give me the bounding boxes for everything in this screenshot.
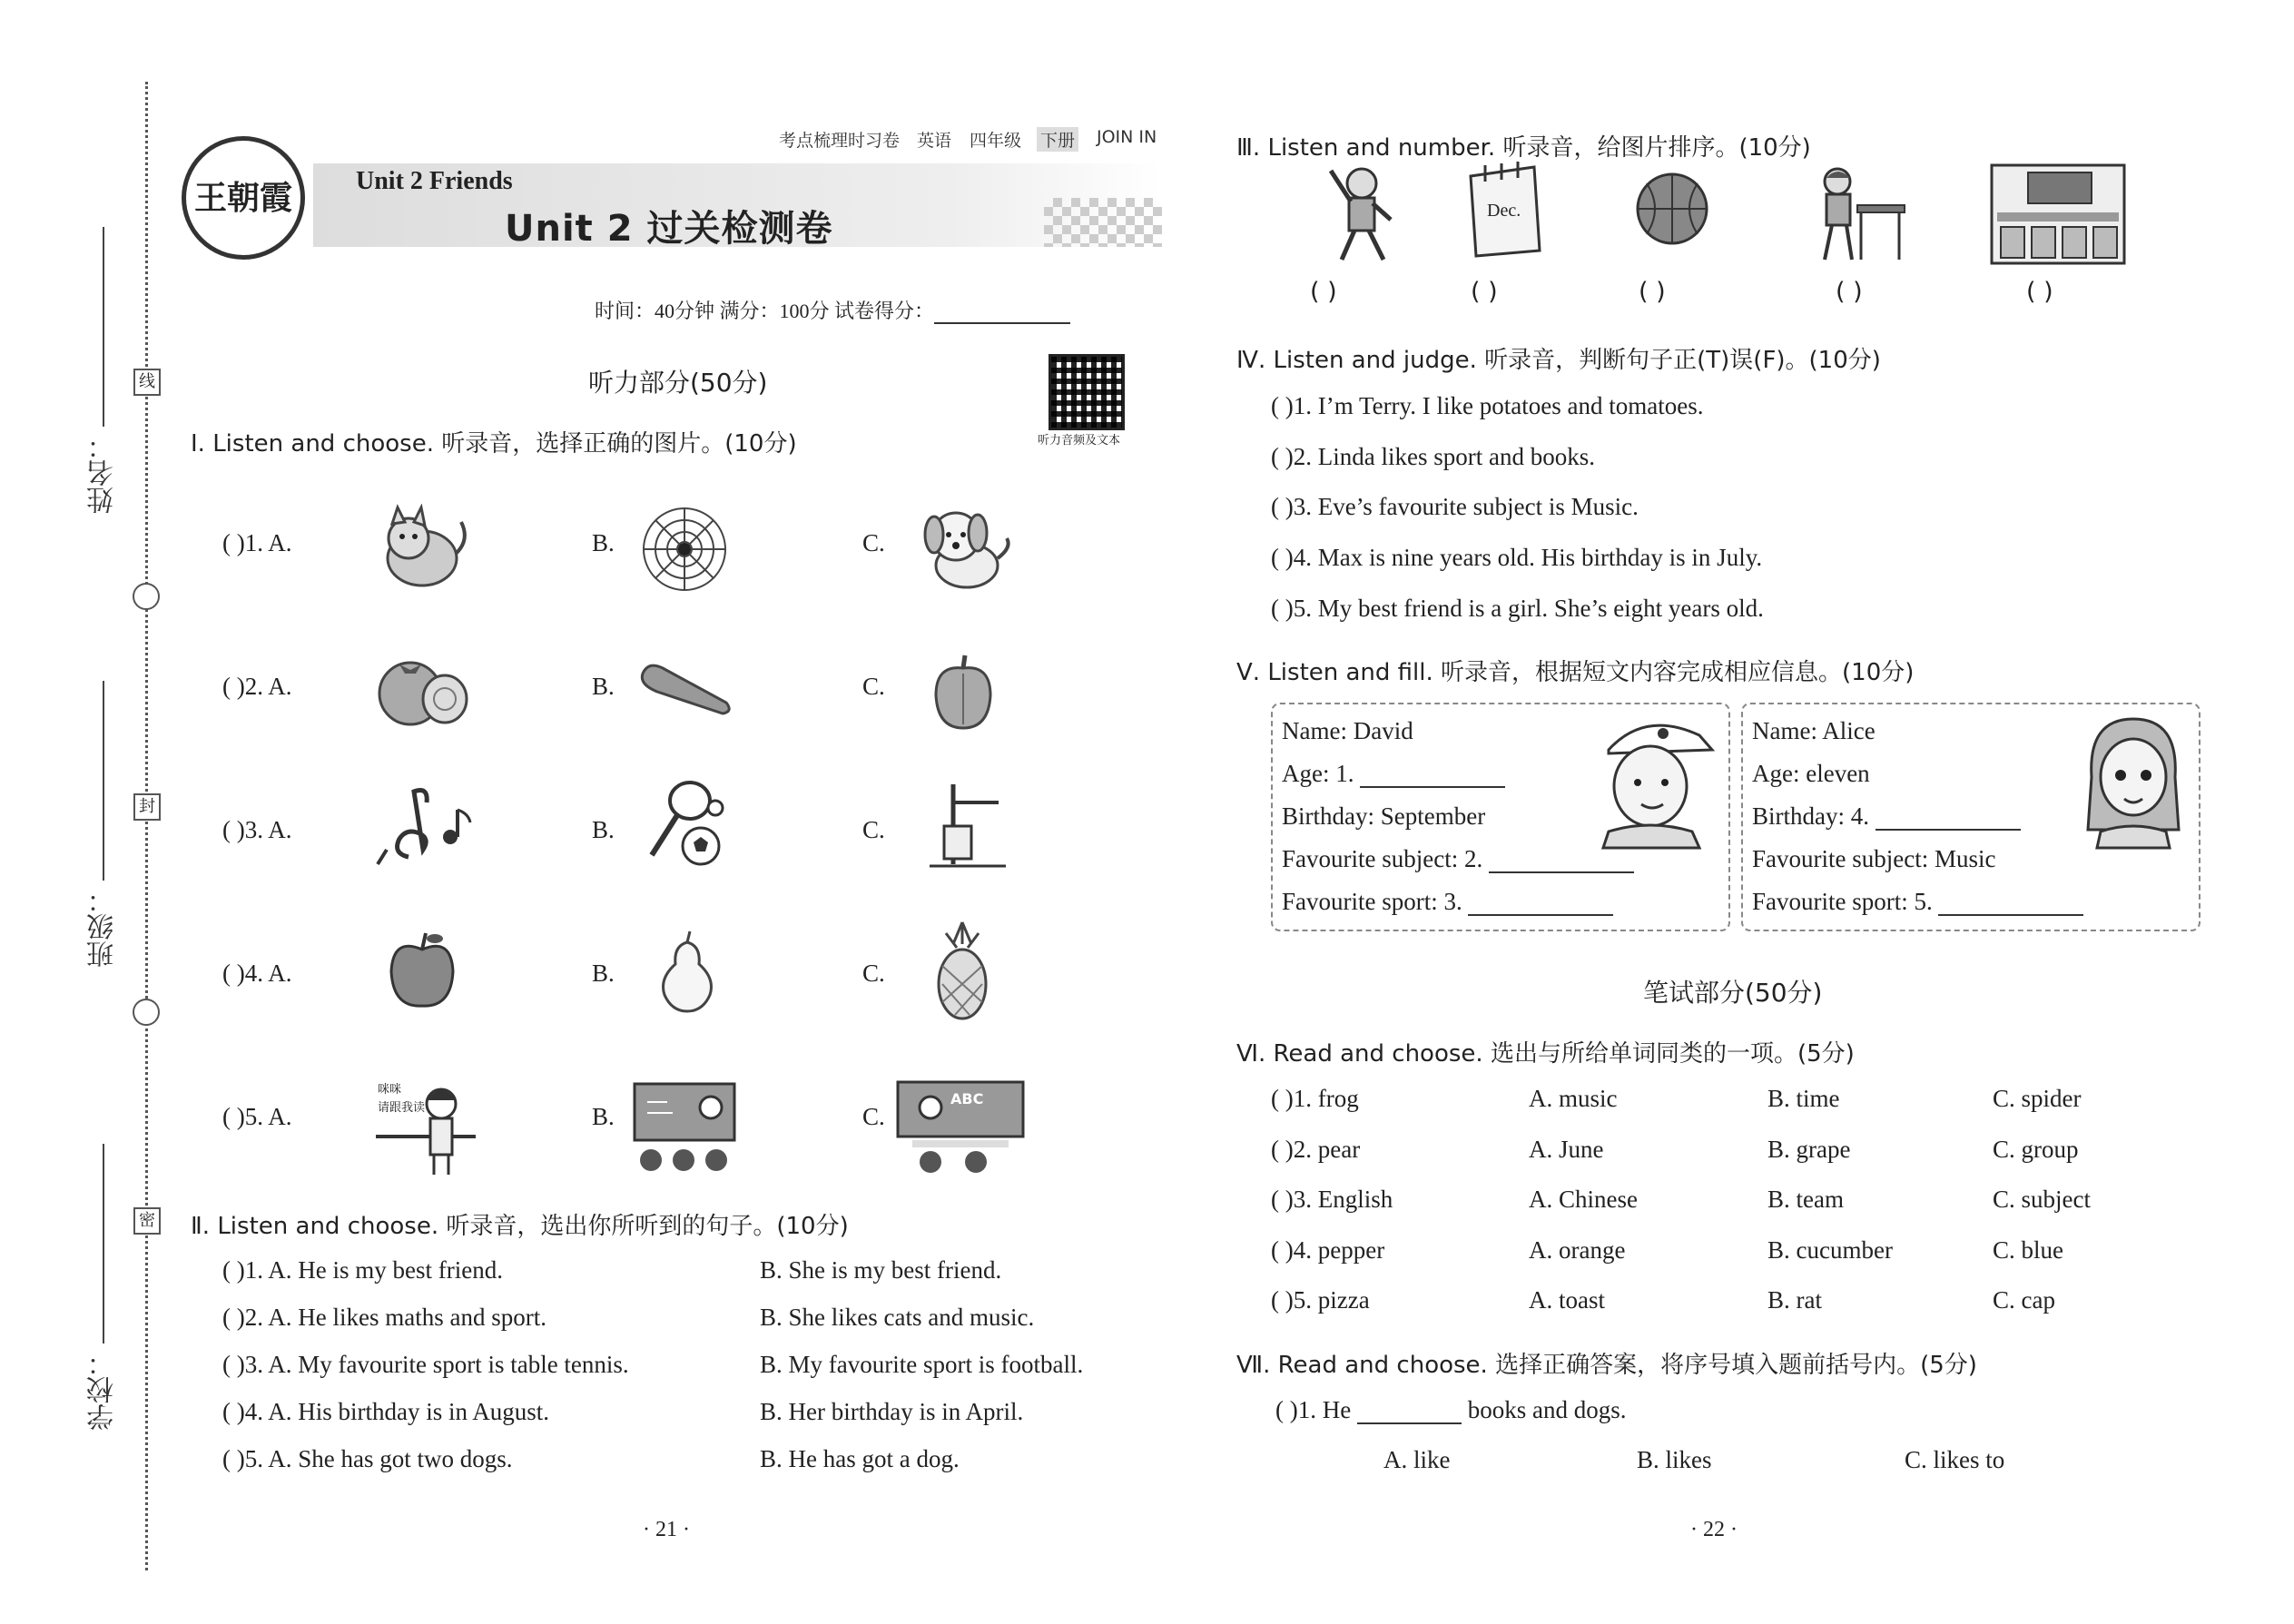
calendar-text: Dec. bbox=[1487, 201, 1521, 221]
s6-q3[interactable]: ( )3. English bbox=[1271, 1186, 1393, 1213]
s2-q1-b[interactable]: B. She is my best friend. bbox=[760, 1256, 1002, 1284]
s1-q5: ( )5. A. bbox=[222, 1103, 292, 1130]
boy-at-desk-picture[interactable] bbox=[1807, 165, 1906, 263]
david-age-label: Age: 1. bbox=[1282, 760, 1354, 787]
s6-q1-b[interactable]: B. time bbox=[1767, 1085, 1840, 1112]
name-line[interactable] bbox=[103, 227, 104, 427]
s7-q1-post: books and dogs. bbox=[1467, 1396, 1627, 1423]
s1-q2-c-label: C. bbox=[862, 673, 885, 700]
school-line[interactable] bbox=[103, 1144, 104, 1343]
exam-info bbox=[595, 296, 1070, 324]
abc-class-picture[interactable] bbox=[894, 1078, 1026, 1176]
music-notes-icon[interactable] bbox=[374, 782, 476, 866]
teacher-greeting-picture[interactable] bbox=[374, 1080, 478, 1176]
page-number-left: · 21 · bbox=[643, 1518, 690, 1541]
class-field bbox=[84, 681, 119, 968]
section-5-title: Ⅴ. Listen and fill. 听录音，根据短文内容完成相应信息。(10分) bbox=[1236, 659, 1915, 686]
s6-q2-a[interactable]: A. June bbox=[1529, 1136, 1604, 1163]
s2-q2-a[interactable]: ( )2. A. He likes maths and sport. bbox=[222, 1304, 546, 1331]
section-3-title: Ⅲ. Listen and number. 听录音，给图片排序。(10分) bbox=[1236, 134, 1811, 162]
s6-q2-b[interactable]: B. grape bbox=[1767, 1136, 1851, 1163]
binding-strip bbox=[0, 82, 182, 1570]
s6-q2[interactable]: ( )2. pear bbox=[1271, 1136, 1361, 1163]
basketball-picture[interactable] bbox=[1634, 171, 1710, 247]
subject-label: 英语 bbox=[917, 131, 952, 151]
class-line[interactable] bbox=[103, 681, 104, 881]
s6-q5-b[interactable]: B. rat bbox=[1767, 1286, 1822, 1314]
header-checker-pattern bbox=[1044, 198, 1162, 247]
s4-q5[interactable]: ( )5. My best friend is a girl. She’s eight years old. bbox=[1271, 595, 1764, 622]
s2-q4-a[interactable]: ( )4. A. His birthday is in August. bbox=[222, 1398, 550, 1425]
s2-q3-b[interactable]: B. My favourite sport is football. bbox=[760, 1351, 1084, 1378]
cat-icon[interactable] bbox=[372, 504, 472, 595]
s6-q1[interactable]: ( )1. frog bbox=[1271, 1085, 1359, 1112]
s1-q3-c-label: C. bbox=[862, 816, 885, 843]
david-age-blank[interactable] bbox=[1360, 763, 1505, 788]
tomato-icon[interactable] bbox=[372, 652, 472, 729]
edition-label: JOIN IN bbox=[1097, 127, 1157, 147]
s1-q5-b-label: B. bbox=[592, 1103, 615, 1130]
s6-q5[interactable]: ( )5. pizza bbox=[1271, 1286, 1370, 1314]
s6-q4[interactable]: ( )4. pepper bbox=[1271, 1236, 1385, 1264]
s6-q5-a[interactable]: A. toast bbox=[1529, 1286, 1605, 1314]
s6-q1-a[interactable]: A. music bbox=[1529, 1085, 1618, 1112]
listening-part-title: 听力部分(50分) bbox=[588, 368, 768, 398]
qr-code[interactable] bbox=[1049, 354, 1125, 430]
s2-q1-a[interactable]: ( )1. A. He is my best friend. bbox=[222, 1256, 503, 1284]
s3-bracket-1[interactable]: ( ) bbox=[1310, 278, 1337, 306]
boy-exercising-picture[interactable] bbox=[1314, 165, 1405, 263]
alice-birthday bbox=[1752, 802, 2021, 831]
s7-q1-pre: ( )1. He bbox=[1275, 1396, 1352, 1423]
alice-sport-label: Favourite sport: 5. bbox=[1752, 888, 1933, 915]
david-birthday: Birthday: September bbox=[1282, 802, 1486, 830]
apple-icon[interactable] bbox=[386, 930, 458, 1011]
s1-q4-b-label: B. bbox=[592, 960, 615, 987]
alice-name: Name: Alice bbox=[1752, 717, 1876, 744]
exam-info-text: 时间：40分钟 满分：100分 试卷得分： bbox=[595, 300, 935, 322]
david-info-card bbox=[1271, 703, 1730, 931]
binding-mark-seal: 封 bbox=[133, 793, 161, 821]
greeting-word-1: 咪咪 bbox=[378, 1083, 402, 1097]
s6-q3-b[interactable]: B. team bbox=[1767, 1186, 1844, 1213]
s2-q3-a[interactable]: ( )3. A. My favourite sport is table tennis. bbox=[222, 1351, 629, 1378]
s1-q1-b-label: B. bbox=[592, 529, 615, 556]
binding-hole-2 bbox=[133, 999, 160, 1026]
s1-q3-b-label: B. bbox=[592, 816, 615, 843]
s4-q4[interactable]: ( )4. Max is nine years old. His birthday is in July. bbox=[1271, 544, 1763, 571]
binding-mark-line: 线 bbox=[133, 369, 161, 396]
cucumber-icon[interactable] bbox=[635, 655, 735, 719]
section-6-title: Ⅵ. Read and choose. 选出与所给单词同类的一项。(5分) bbox=[1236, 1040, 1855, 1068]
david-sport-blank[interactable] bbox=[1468, 891, 1613, 916]
dog-icon[interactable] bbox=[912, 502, 1017, 597]
s6-q2-c[interactable]: C. group bbox=[1993, 1136, 2079, 1163]
david-portrait bbox=[1590, 714, 1718, 850]
classroom-picture[interactable] bbox=[1990, 163, 2126, 265]
s1-q4-c-label: C. bbox=[862, 960, 885, 987]
s1-q2: ( )2. A. bbox=[222, 673, 292, 700]
section-4-title: Ⅳ. Listen and judge. 听录音，判断句子正(T)误(F)。(10分) bbox=[1236, 347, 1881, 374]
s1-q2-b-label: B. bbox=[592, 673, 615, 700]
page-title: Unit 2 过关检测卷 bbox=[505, 208, 833, 250]
unit-subtitle: Unit 2 Friends bbox=[356, 167, 513, 195]
pepper-icon[interactable] bbox=[930, 652, 996, 732]
binding-hole-1 bbox=[133, 583, 160, 610]
section-2-title: Ⅱ. Listen and choose. 听录音，选出你所听到的句子。(10分) bbox=[191, 1213, 849, 1240]
writing-part-title: 笔试部分(50分) bbox=[1643, 978, 1823, 1008]
s3-bracket-4[interactable]: ( ) bbox=[1836, 278, 1863, 306]
david-sport-label: Favourite sport: 3. bbox=[1282, 888, 1462, 915]
s3-bracket-2[interactable]: ( ) bbox=[1471, 278, 1498, 306]
s1-q1: ( )1. A. bbox=[222, 529, 292, 556]
brand-logo bbox=[182, 136, 305, 260]
name-field bbox=[84, 227, 119, 514]
alice-birthday-blank[interactable] bbox=[1876, 805, 2021, 831]
pear-icon[interactable] bbox=[655, 930, 719, 1013]
s4-q2[interactable]: ( )2. Linda likes sport and books. bbox=[1271, 443, 1595, 470]
s2-q2-b[interactable]: B. She likes cats and music. bbox=[760, 1304, 1035, 1331]
david-age bbox=[1282, 760, 1505, 788]
s6-q3-a[interactable]: A. Chinese bbox=[1529, 1186, 1638, 1213]
david-subject-label: Favourite subject: 2. bbox=[1282, 845, 1483, 872]
s4-q3[interactable]: ( )3. Eve’s favourite subject is Music. bbox=[1271, 493, 1639, 520]
s4-q1[interactable]: ( )1. I’m Terry. I like potatoes and tomatoes. bbox=[1271, 392, 1704, 419]
david-subject bbox=[1282, 845, 1634, 873]
alice-portrait bbox=[2079, 714, 2188, 850]
alice-subject: Favourite subject: Music bbox=[1752, 845, 1996, 872]
s1-q1-c-label: C. bbox=[862, 529, 885, 556]
school-label: 学校： bbox=[87, 1349, 119, 1431]
alice-info-card bbox=[1741, 703, 2200, 931]
class-label: 班级： bbox=[87, 886, 119, 968]
s1-q3: ( )3. A. bbox=[222, 816, 292, 843]
david-name: Name: David bbox=[1282, 717, 1413, 744]
alice-sport bbox=[1752, 888, 2083, 916]
school-field bbox=[84, 1144, 119, 1431]
s6-q4-a[interactable]: A. orange bbox=[1529, 1236, 1626, 1264]
score-line[interactable] bbox=[934, 302, 1070, 324]
greeting-word-2: 请跟我读 bbox=[378, 1101, 426, 1115]
david-sport bbox=[1282, 888, 1613, 916]
name-label: 姓名： bbox=[87, 432, 119, 514]
s7-q1-b[interactable]: B. likes bbox=[1637, 1446, 1712, 1473]
binding-mark-close: 密 bbox=[133, 1207, 161, 1235]
s6-q4-c[interactable]: C. blue bbox=[1993, 1236, 2063, 1264]
s6-q5-c[interactable]: C. cap bbox=[1993, 1286, 2055, 1314]
page-number-right: · 22 · bbox=[1690, 1518, 1738, 1541]
s2-q5-b[interactable]: B. He has got a dog. bbox=[760, 1445, 960, 1472]
series-label: 考点梳理时习卷 bbox=[779, 131, 901, 151]
calendar-picture[interactable] bbox=[1462, 162, 1543, 260]
s3-bracket-3[interactable]: ( ) bbox=[1639, 278, 1666, 306]
alice-age: Age: eleven bbox=[1752, 760, 1870, 787]
abc-board-text: ABC bbox=[950, 1090, 984, 1107]
section-7-title: Ⅶ. Read and choose. 选择正确答案，将序号填入题前括号内。(5分) bbox=[1236, 1352, 1977, 1379]
maths-class-picture[interactable] bbox=[631, 1080, 738, 1176]
alice-sport-blank[interactable] bbox=[1938, 891, 2083, 916]
s1-q5-c-label: C. bbox=[862, 1103, 885, 1130]
spider-web-icon[interactable] bbox=[635, 502, 733, 597]
alice-birthday-label: Birthday: 4. bbox=[1752, 802, 1869, 830]
s7-q1-blank[interactable] bbox=[1357, 1399, 1462, 1424]
s2-q4-b[interactable]: B. Her birthday is in April. bbox=[760, 1398, 1024, 1425]
tennis-racket-ball-icon[interactable] bbox=[643, 779, 730, 870]
binding-dotted-line bbox=[145, 82, 148, 1570]
s2-q5-a[interactable]: ( )5. A. She has got two dogs. bbox=[222, 1445, 513, 1472]
s7-q1 bbox=[1275, 1396, 1626, 1424]
s7-q1-a[interactable]: A. like bbox=[1383, 1446, 1451, 1473]
science-experiment-icon[interactable] bbox=[926, 781, 1008, 871]
s6-q4-b[interactable]: B. cucumber bbox=[1767, 1236, 1893, 1264]
section-1-title: Ⅰ. Listen and choose. 听录音，选择正确的图片。(10分) bbox=[191, 430, 797, 458]
s6-q3-c[interactable]: C. subject bbox=[1993, 1186, 2091, 1213]
s6-q1-c[interactable]: C. spider bbox=[1993, 1085, 2082, 1112]
term-label: 下册 bbox=[1037, 127, 1078, 152]
s3-bracket-5[interactable]: ( ) bbox=[2026, 278, 2053, 306]
grade-label: 四年级 bbox=[970, 131, 1022, 151]
logo-text: 王朝霞 bbox=[193, 179, 292, 217]
s1-q4: ( )4. A. bbox=[222, 960, 292, 987]
qr-caption: 听力音频及文本 bbox=[1038, 434, 1121, 448]
david-subject-blank[interactable] bbox=[1489, 848, 1634, 873]
s7-q1-c[interactable]: C. likes to bbox=[1905, 1446, 2005, 1473]
pineapple-icon[interactable] bbox=[933, 920, 991, 1020]
